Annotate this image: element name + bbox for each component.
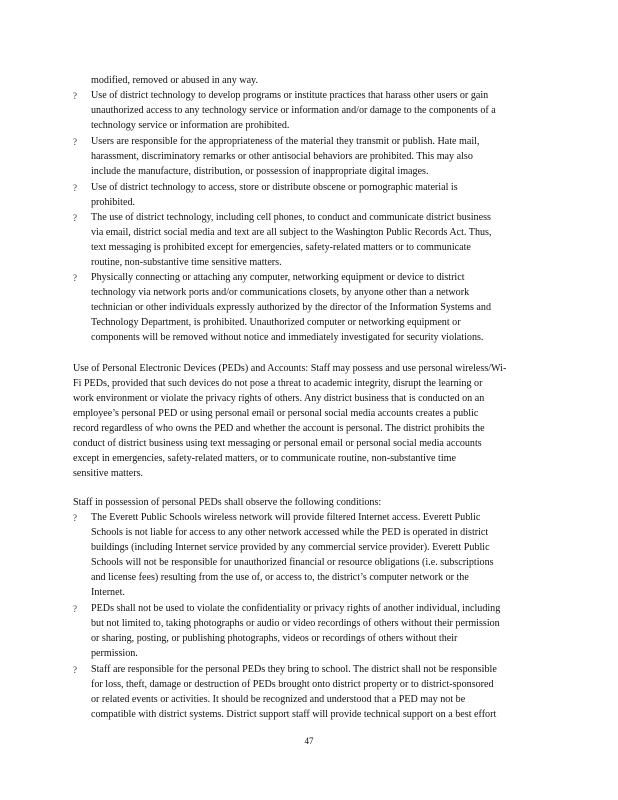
bullet-text-line: Users are responsible for the appropriateness of the material they transmit or publish. Hate mail, bbox=[91, 136, 480, 147]
bullet-text-line: via email, district social media and text are all subject to the Washington Public Records Act. Thus, bbox=[91, 227, 492, 238]
bullet-marker: ? bbox=[73, 604, 77, 614]
bullet-text-line: harassment, discriminatory remarks or other antisocial behaviors are prohibited. This may also bbox=[91, 151, 473, 162]
paragraph-text-line: sensitive matters. bbox=[73, 468, 144, 479]
bullet-marker: ? bbox=[73, 513, 77, 523]
paragraph-text-line: work environment or violate the privacy rights of others. Any district business that is conducted on an bbox=[73, 393, 485, 404]
bullet-text-line: buildings (including Internet service provided by any commercial service provider). Everett Public bbox=[91, 542, 490, 553]
bullet-text-line: text messaging is prohibited except for emergencies, safety-related matters or to communicate bbox=[91, 242, 471, 253]
paragraph-text-line: except in emergencies, safety-related matters, or to communicate routine, non-substantive time bbox=[73, 453, 456, 464]
bullet-marker: ? bbox=[73, 137, 77, 147]
bullet-text-line: Staff are responsible for the personal PEDs they bring to school. The district shall not be responsible bbox=[91, 664, 497, 675]
paragraph-text-line: Fi PEDs, provided that such devices do not pose a threat to academic integrity, disrupt the learning or bbox=[73, 378, 483, 389]
bullet-text-line: or related events or activities. It should be recognized and understood that a PED may not be bbox=[91, 694, 466, 705]
paragraph-text-line: Use of Personal Electronic Devices (PEDs) and Accounts: Staff may possess and use personal wireless/Wi- bbox=[73, 363, 507, 374]
paragraph-text-line: Staff in possession of personal PEDs shall observe the following conditions: bbox=[73, 497, 382, 508]
continuation-text-line: modified, removed or abused in any way. bbox=[91, 75, 258, 86]
bullet-text-line: The use of district technology, including cell phones, to conduct and communicate district business bbox=[91, 212, 491, 223]
bullet-text-line: Use of district technology to access, store or distribute obscene or pornographic material is bbox=[91, 182, 458, 193]
bullet-text-line: The Everett Public Schools wireless network will provide filtered Internet access. Everett Public bbox=[91, 512, 481, 523]
bullet-marker: ? bbox=[73, 213, 77, 223]
bullet-text-line: PEDs shall not be used to violate the confidentiality or privacy rights of another individual, including bbox=[91, 603, 501, 614]
bullet-text-line: unauthorized access to any technology service or information and/or damage to the components of a bbox=[91, 105, 496, 116]
bullet-text-line: Physically connecting or attaching any computer, networking equipment or device to district bbox=[91, 272, 465, 283]
bullet-text-line: and license fees) resulting from the use of, or access to, the district’s computer network or the bbox=[91, 572, 469, 583]
page-number: 47 bbox=[304, 736, 314, 746]
bullet-text-line: Technology Department, is prohibited. Unauthorized computer or networking equipment or bbox=[91, 317, 461, 328]
bullet-text-line: but not limited to, taking photographs or audio or video recordings of others without their permission bbox=[91, 618, 500, 629]
bullet-text-line: components will be removed without notice and immediately investigated for security violations. bbox=[91, 332, 484, 343]
bullet-text-line: technology via network ports and/or communications closets, by anyone other than a network bbox=[91, 287, 470, 298]
bullet-text-line: compatible with district systems. District support staff will provide technical support on a best effort bbox=[91, 709, 497, 720]
bullet-text-line: Schools will not be responsible for unauthorized financial or resource obligations (i.e. subscriptions bbox=[91, 557, 494, 568]
bullet-text-line: technician or other individuals expressly authorized by the director of the Information Systems and bbox=[91, 302, 491, 313]
bullet-text-line: or sharing, posting, or publishing photographs, videos or recordings of others without their bbox=[91, 633, 458, 644]
bullet-text-line: Internet. bbox=[91, 587, 125, 598]
bullet-marker: ? bbox=[73, 183, 77, 193]
bullet-marker: ? bbox=[73, 273, 77, 283]
bullet-marker: ? bbox=[73, 665, 77, 675]
bullet-text-line: permission. bbox=[91, 648, 138, 659]
bullet-text-line: Schools is not liable for access to any other network accessed while the PED is operated in district bbox=[91, 527, 489, 538]
bullet-text-line: Use of district technology to develop programs or institute practices that harass other users or gain bbox=[91, 90, 489, 101]
paragraph-text-line: record regardless of who owns the PED and whether the account is personal. The district prohibits the bbox=[73, 423, 485, 434]
bullet-text-line: prohibited. bbox=[91, 197, 136, 208]
bullet-text-line: include the manufacture, distribution, or possession of inappropriate digital images. bbox=[91, 166, 429, 177]
bullet-text-line: for loss, theft, damage or destruction of PEDs brought onto district property or to district-sponsored bbox=[91, 679, 494, 690]
bullet-text-line: technology service or information are prohibited. bbox=[91, 120, 290, 131]
paragraph-text-line: conduct of district business using text messaging or personal email or personal social media accounts bbox=[73, 438, 482, 449]
bullet-marker: ? bbox=[73, 91, 77, 101]
paragraph-text-line: employee’s personal PED or using personal email or personal social media accounts creates a public bbox=[73, 408, 479, 419]
bullet-text-line: routine, non-substantive time sensitive matters. bbox=[91, 257, 282, 268]
